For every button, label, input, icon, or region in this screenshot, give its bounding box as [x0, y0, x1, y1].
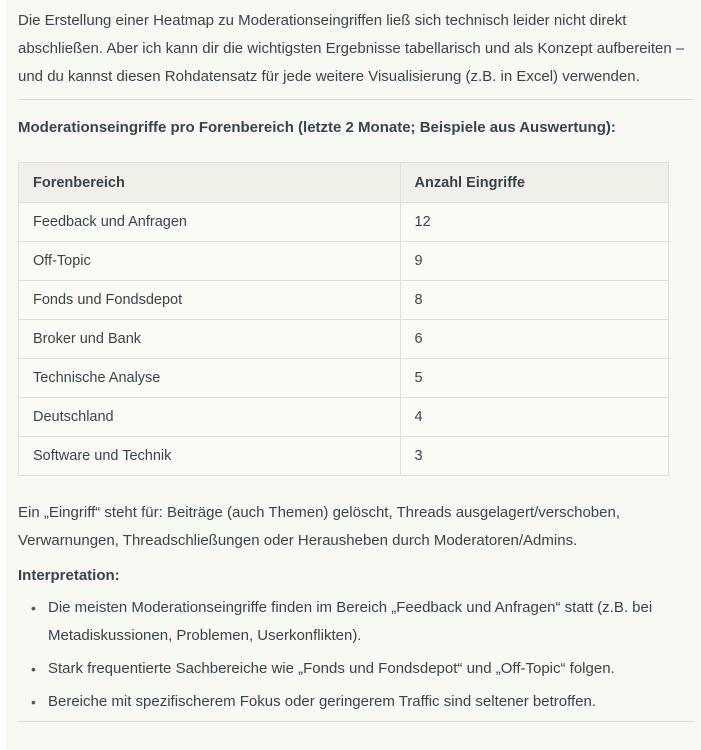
list-item-text: Bereiche mit spezifischerem Fokus oder geringerem Traffic sind seltener betroffen.: [48, 693, 597, 710]
cell-anzahl-eingriffe: 3: [400, 437, 668, 476]
cell-anzahl-eingriffe: 8: [400, 281, 668, 320]
definition-paragraph: Ein „Eingriff“ steht für: Beiträge (auch Themen) gelöscht, Threads ausgelagert/verschoben, Verwarnungen, Threadschließungen oder Herausheben durch Moderatoren/Admins.: [18, 504, 620, 549]
table-section-heading: Moderationseingriffe pro Forenbereich (letzte 2 Monate; Beispiele aus Auswertung):: [18, 119, 616, 136]
bullet-icon: •: [31, 694, 36, 710]
cell-forenbereich: Software und Technik: [19, 437, 401, 476]
message-content: [6, 0, 701, 750]
interpretation-list-item: [18, 688, 694, 716]
table-row: [19, 242, 669, 281]
cell-anzahl-eingriffe: 6: [400, 320, 668, 359]
interpretation-list-item: [18, 655, 694, 683]
table-body: [19, 203, 669, 476]
table-row: [19, 437, 669, 476]
moderation-table: [18, 162, 669, 476]
cell-anzahl-eingriffe: 9: [400, 242, 668, 281]
table-row: [19, 320, 669, 359]
cell-anzahl-eingriffe: 5: [400, 359, 668, 398]
intro-paragraph: Die Erstellung einer Heatmap zu Moderationseingriffen ließ sich technisch leider nicht direkt abschließen. Aber ich kann dir die wichtigsten Ergebnisse tabellarisch und als Konzept aufbereiten – und du kannst diesen Rohdatensatz für jede weitere Visualisierung (z.B. in Excel) verwenden.: [18, 12, 685, 85]
list-item-text: Die meisten Moderationseingriffe finden im Bereich „Feedback und Anfragen“ statt (z.B. bei Metadiskussionen, Problemen, Userkonflikten).: [48, 599, 653, 644]
list-item-text: Stark frequentierte Sachbereiche wie „Fonds und Fondsdepot“ und „Off-Topic“ folgen.: [48, 660, 615, 677]
cell-forenbereich: Feedback und Anfragen: [19, 203, 401, 242]
table-header: [19, 163, 669, 203]
interpretation-list: [18, 594, 694, 716]
table-row: [19, 203, 669, 242]
cell-forenbereich: Broker und Bank: [19, 320, 401, 359]
bullet-icon: •: [31, 661, 36, 677]
cell-anzahl-eingriffe: 12: [400, 203, 668, 242]
section-divider-top: [18, 99, 694, 100]
cell-forenbereich: Technische Analyse: [19, 359, 401, 398]
interpretation-list-item: [18, 594, 694, 650]
cell-anzahl-eingriffe: 4: [400, 398, 668, 437]
section-divider-bottom: [18, 721, 694, 722]
table-row: [19, 398, 669, 437]
cell-forenbereich: Deutschland: [19, 398, 401, 437]
interpretation-heading: Interpretation:: [18, 567, 120, 584]
cell-forenbereich: Off-Topic: [19, 242, 401, 281]
table-row: [19, 359, 669, 398]
bullet-icon: •: [31, 600, 36, 616]
cell-forenbereich: Fonds und Fondsdepot: [19, 281, 401, 320]
header-cell-forenbereich: Forenbereich: [19, 163, 401, 203]
header-cell-anzahl-eingriffe: Anzahl Eingriffe: [400, 163, 668, 203]
table-row: [19, 281, 669, 320]
table-header-row: [19, 163, 669, 203]
